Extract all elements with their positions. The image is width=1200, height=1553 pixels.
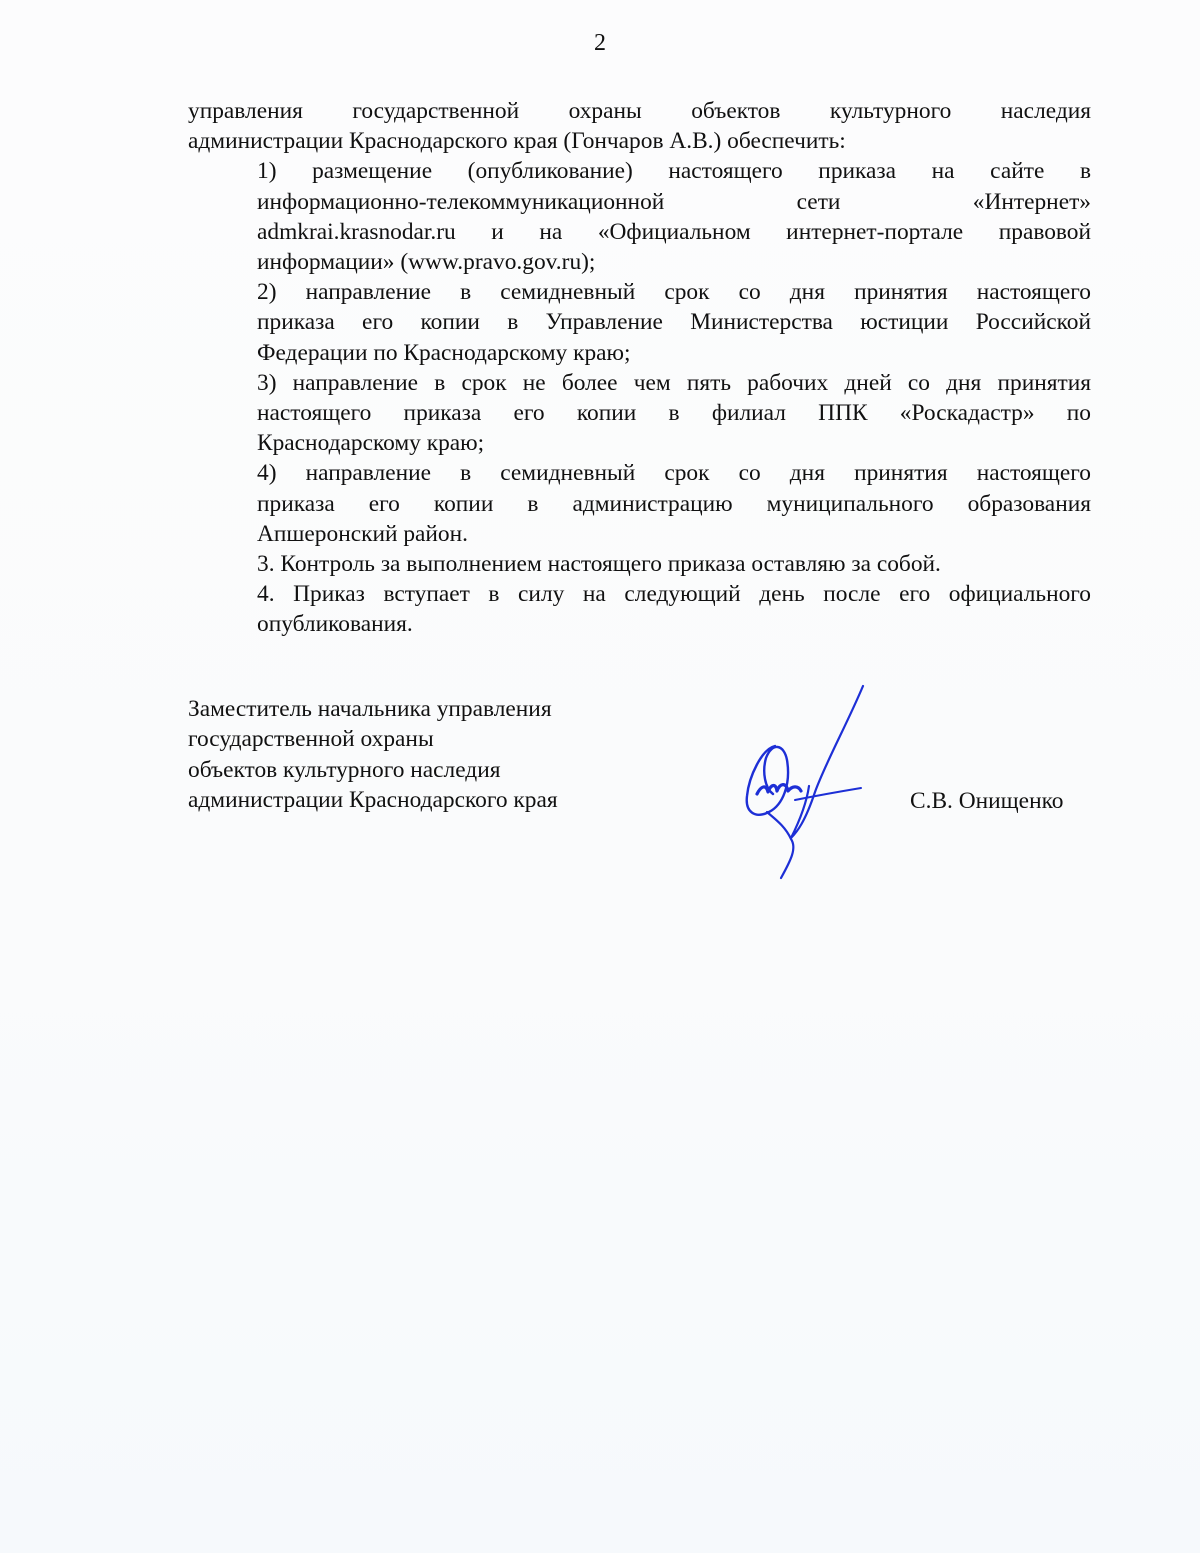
item-3-paragraph: [188, 368, 1091, 459]
signatory-position: [188, 694, 558, 816]
text-line: настоящего приказа его копии в филиал ППК «Роскадастр» по: [257, 400, 1091, 427]
item-4-paragraph: [188, 458, 1091, 549]
point-4-paragraph: [188, 579, 1091, 639]
text-line: информационно-телекоммуникационной сети «Интернет»: [257, 188, 1091, 215]
text-line: 4) направление в семидневный срок со дня принятия настоящего: [257, 460, 1091, 487]
intro-paragraph: [188, 96, 1091, 156]
signature-stroke: [795, 788, 861, 800]
text-line: 3. Контроль за выполнением настоящего приказа оставляю за собой.: [257, 551, 941, 578]
text-line: 3) направление в срок не более чем пять рабочих дней со дня принятия: [257, 369, 1091, 396]
text-line: Апшеронский район.: [257, 520, 468, 547]
point-3-paragraph: [188, 549, 1091, 579]
document-body: [188, 96, 1091, 640]
signature-stroke: [791, 686, 863, 838]
signature-stroke: [747, 746, 788, 815]
signatory-position-line: администрации Краснодарского края: [188, 787, 558, 814]
page-number: 2: [594, 30, 606, 56]
text-line: приказа его копии в администрацию муниципального образования: [257, 490, 1091, 517]
item-2-paragraph: [188, 277, 1091, 368]
text-line: опубликования.: [257, 611, 413, 638]
signatory-position-line: государственной охраны: [188, 726, 434, 753]
text-line: admkrai.krasnodar.ru и на «Официальном интернет-портале правовой: [257, 218, 1091, 245]
handwritten-signature: [735, 682, 870, 882]
signature-stroke: [767, 812, 793, 878]
text-line: 4. Приказ вступает в силу на следующий день после его официального: [257, 581, 1091, 608]
signer-name: С.В. Онищенко: [910, 788, 1064, 814]
item-1-paragraph: [188, 156, 1091, 277]
text-line: Краснодарскому краю;: [257, 430, 485, 457]
text-line: управления государственной охраны объектов культурного наследия: [188, 98, 1091, 124]
text-line: 2) направление в семидневный срок со дня принятия настоящего: [257, 279, 1091, 306]
text-line: информации» (www.pravo.gov.ru);: [257, 249, 596, 276]
signature-stroke: [757, 785, 801, 794]
text-line: приказа его копии в Управление Министерства юстиции Российской: [257, 309, 1091, 336]
text-line: Федерации по Краснодарскому краю;: [257, 339, 631, 366]
text-line: администрации Краснодарского края (Гончаров А.В.) обеспечить:: [188, 128, 846, 155]
text-line: 1) размещение (опубликование) настоящего приказа на сайте в: [257, 158, 1091, 185]
signatory-position-line: Заместитель начальника управления: [188, 696, 552, 722]
signatory-position-line: объектов культурного наследия: [188, 756, 501, 783]
